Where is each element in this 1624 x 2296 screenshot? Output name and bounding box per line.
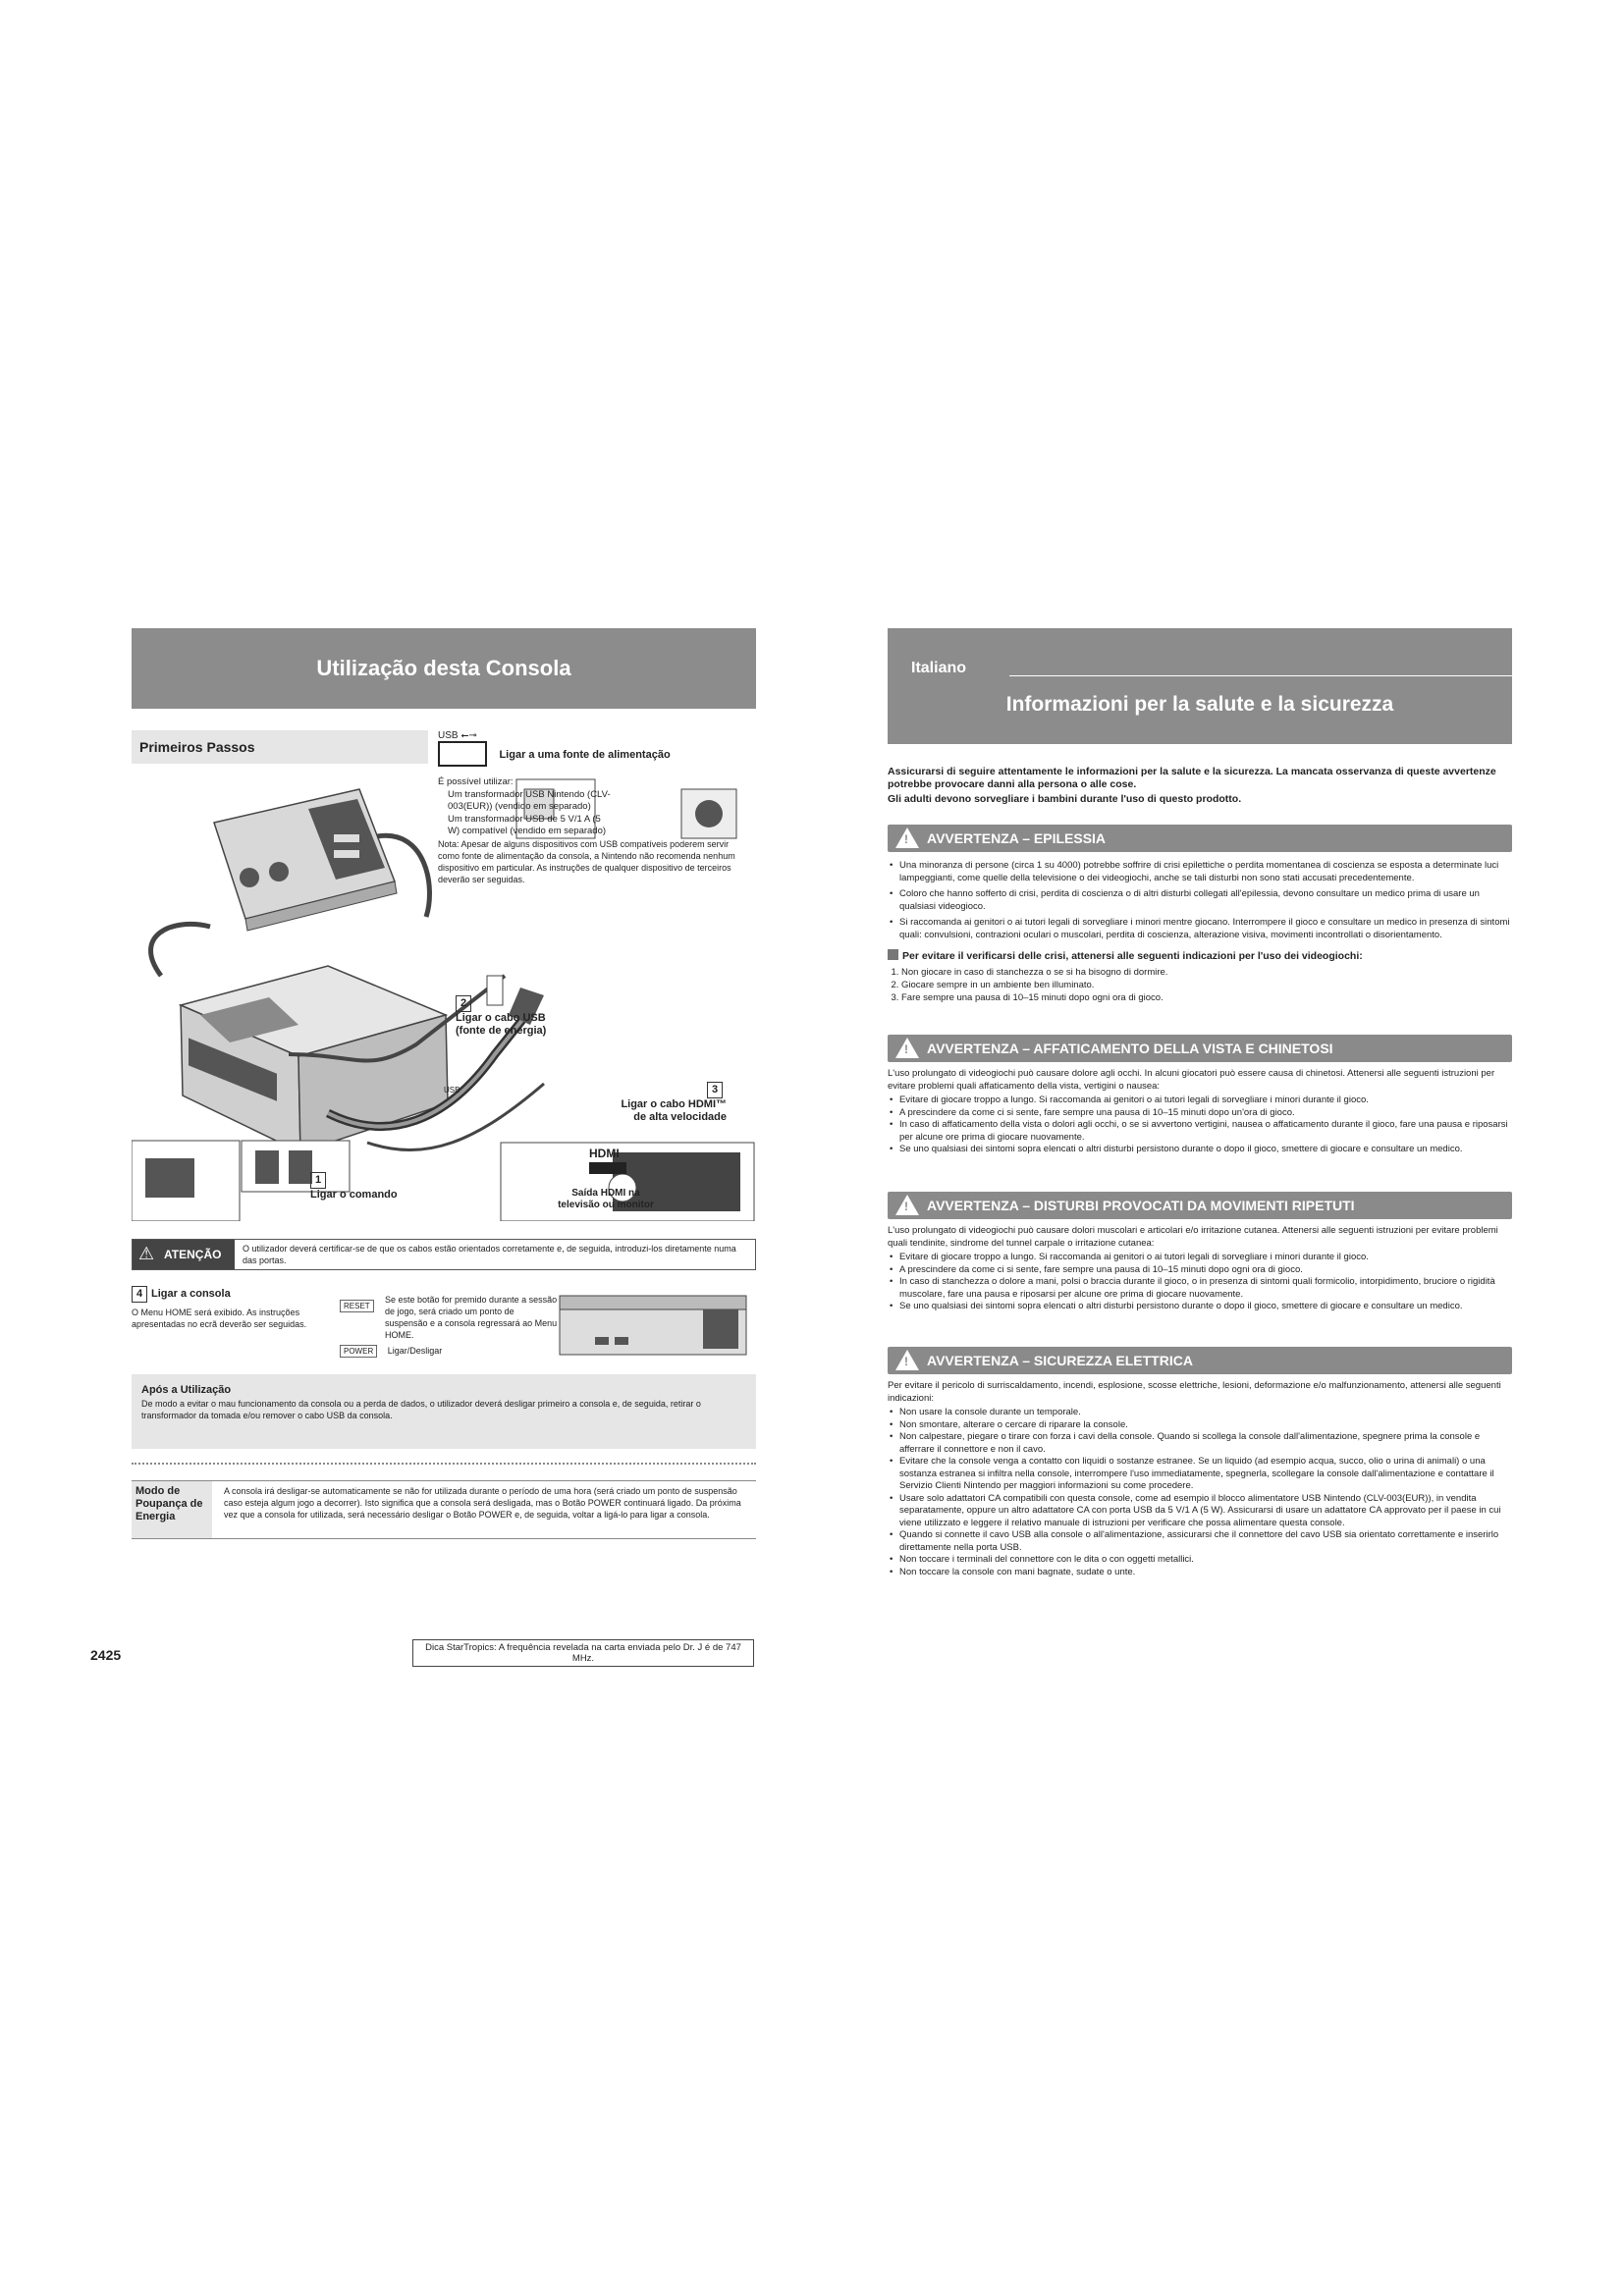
power-text: Ligar/Desligar [387, 1346, 443, 1356]
epilepsy-steps [888, 966, 1512, 1004]
list-item: 3. Fare sempre una pausa di 10–15 minuti dopo ogni ora di gioco. [901, 991, 1512, 1004]
reset-button[interactable]: RESET [340, 1300, 374, 1312]
usb-callout [438, 730, 752, 885]
eco-mode-title: Modo de Poupança de Energia [132, 1481, 212, 1538]
language-label: Italiano [911, 660, 967, 676]
step4-title [132, 1286, 328, 1303]
warning-eyestrain-title: AVVERTENZA – AFFATICAMENTO DELLA VISTA E CHINETOSI [927, 1041, 1333, 1056]
usb-note: Nota: Apesar de alguns dispositivos com USB compatíveis poderem servir como fonte de alimentação da consola, a Nintendo não recomenda nenhum dispositivo em particular. As instruções de qualquer dispositivo de terceiros deverão ser seguidas. [438, 838, 735, 884]
list-item: • Non usare la console durante un temporale. [888, 1407, 1512, 1419]
warning-eyestrain-bar [888, 1035, 1512, 1062]
warning-triangle-icon: ! [895, 1038, 919, 1058]
hdmi-label [589, 1147, 626, 1174]
list-item: • Quando si connette il cavo USB alla console o all'alimentazione, assicurarsi che il connettore del cavo USB sia orientato correttamente e inserirlo direttamente nella porta USB. [888, 1529, 1512, 1554]
primeiros-passos-title: Primeiros Passos [139, 739, 255, 755]
warning-eyestrain [888, 1035, 1512, 1156]
list-item: • Se uno qualsiasi dei sintomi sopra elencati o altri disturbi persistono durante o dopo il gioco, smettere di giocare e consultare un medico. [888, 1301, 1512, 1313]
controller-illustration [214, 789, 397, 931]
list-item: • A prescindere da come ci si sente, fare sempre una pausa di 10–15 minuti dopo un'ora di gioco. [888, 1107, 1512, 1120]
after-use-text: De modo a evitar o mau funcionamento da consola ou a perda de dados, o utilizador deverá desligar primeiro a consola e, de seguida, retirar o transformador da tomada e/ou remover o cabo USB da consola. [141, 1399, 701, 1420]
reset-row [340, 1294, 556, 1341]
intro-text-1: Assicurarsi di seguire attentamente le informazioni per la salute e la sicurezza. La mancata osservanza di queste avvertenze potrebbe provocare danni alla persona o alle cose. [888, 766, 1496, 790]
usb-text: É possível utilizar: [438, 776, 514, 787]
warning-epilepsy [888, 825, 1512, 1004]
warning-electrical-intro: Per evitare il pericolo di surriscaldamento, incendi, esplosione, scosse elettriche, lesioni, deformazione e/o malfunzionamento, attenersi alle seguenti indicazioni: [888, 1380, 1501, 1404]
list-item: 1. Non giocare in caso di stanchezza o se si ha bisogno di dormire. [901, 966, 1512, 979]
power-row [340, 1341, 556, 1359]
page-number: 2425 [90, 1647, 122, 1663]
warning-eyestrain-intro: L'uso prolungato di videogiochi può causare dolore agli occhi. In alcuni giocatori può essere causa di chinetosi. Attenersi alle seguenti istruzioni per evitare problemi quali affaticamento della vista, vertigini o nausea: [888, 1068, 1495, 1092]
hdmi-logo: HDMI [589, 1147, 620, 1160]
warning-triangle-icon: ! [895, 828, 919, 848]
step2-number: 2 [456, 995, 471, 1012]
warning-epilepsy-bar [888, 825, 1512, 852]
left-header-banner [132, 628, 756, 709]
usb-title: Ligar a uma fonte de alimentação [499, 749, 671, 762]
list-item: • Usare solo adattatori CA compatibili con questa console, come ad esempio il blocco alimentatore USB Nintendo (CLV-003(EUR)), in vendita separatamente, oppure un altro adattatore CA con porta USB da 5 V/1 A (5 W). Assicurarsi di usare un adattatore CA approvato per il paese in cui viene utilizzato e leggere il relativo manuale di istruzioni per verificare che possa alimentare questa console. [888, 1493, 1512, 1530]
step3-text: Ligar o cabo HDMI™ de alta velocidade [621, 1098, 727, 1123]
step1-text: Ligar o comando [310, 1189, 398, 1201]
step3-label [609, 1082, 727, 1124]
usb-label: USB [438, 730, 459, 741]
usb-symbol-icon: ⭠⊸ [460, 730, 477, 741]
left-header-title: Utilização desta Consola [316, 656, 571, 680]
step2-text: Ligar o cabo USB (fonte de energia) [456, 1012, 547, 1037]
tip-box: Dica StarTropics: A frequência revelada na carta enviada pelo Dr. J é de 747 MHz. [412, 1639, 754, 1667]
usb-port-label: USB [444, 1086, 460, 1095]
attention-label: ATENÇÃO [164, 1248, 222, 1261]
epilepsy-subheading-text: Per evitare il verificarsi delle crisi, attenersi alle seguenti indicazioni per l'uso dei videogiochi: [902, 950, 1363, 962]
list-item: • In caso di stanchezza o dolore a mani, polsi o braccia durante il gioco, o in presenza di sintomi quali formicolio, intorpidimento, bruciore o rigidità muscolare, fare una pausa e riposarsi per alcune ore prima di giocare nuovamente. [888, 1276, 1512, 1301]
list-item: • In caso di affaticamento della vista o dolori agli occhi, o se si avvertono vertigini, nausea o affaticamento durante il gioco, fare una pausa e riposarsi per alcune ore prima di giocare nuovamente. [888, 1119, 1512, 1144]
warning-triangle-icon: ! [895, 1350, 919, 1370]
usb-port-icon [438, 741, 487, 767]
warning-electrical [888, 1347, 1512, 1578]
warning-repetitive-list [888, 1252, 1512, 1313]
step1-label [310, 1172, 398, 1201]
after-use-title: Após a Utilização [141, 1384, 232, 1396]
intro [888, 766, 1512, 806]
step4-title-text: Ligar a consola [151, 1288, 231, 1300]
intro-text-2: Gli adulti devono sorvegliare i bambini durante l'uso di questo prodotto. [888, 793, 1242, 805]
hdmi-output-label: Saída HDMI na televisão ou monitor [558, 1188, 654, 1210]
warning-electrical-list [888, 1407, 1512, 1578]
console-front-illustration [556, 1286, 752, 1362]
reset-text: Se este botão for premido durante a sessão de jogo, será criado um ponto de suspensão e a consola regressará ao Menu HOME. [385, 1295, 558, 1340]
warning-triangle-icon: ⚠ [138, 1244, 155, 1263]
warning-triangle-icon: ! [895, 1195, 919, 1215]
step4-block [132, 1286, 328, 1330]
step4-text: O Menu HOME será exibido. As instruções apresentadas no ecrã deverão ser seguidas. [132, 1308, 307, 1329]
step1-number: 1 [310, 1172, 326, 1189]
warning-electrical-title: AVVERTENZA – SICUREZZA ELETTRICA [927, 1353, 1193, 1368]
dotted-divider [132, 1463, 756, 1465]
warning-electrical-bar [888, 1347, 1512, 1374]
power-button[interactable]: POWER [340, 1345, 377, 1358]
list-item: • Evitare di giocare troppo a lungo. Si raccomanda ai genitori o ai tutori legali di sorvegliare i minori durante il gioco. [888, 1252, 1512, 1264]
square-bullet-icon [888, 949, 898, 960]
list-item: • Non toccare la console con mani bagnate, sudate o unte. [888, 1567, 1512, 1579]
warning-repetitive-bar [888, 1192, 1512, 1219]
list-item: 2. Giocare sempre in un ambiente ben illuminato. [901, 979, 1512, 991]
usb-item-2: Um transformador USB de 5 V/1 A (5 W) compatível (vendido em separado) [448, 813, 607, 836]
right-header-title: Informazioni per la salute e la sicurezza [1005, 693, 1394, 716]
step3-number: 3 [707, 1082, 723, 1098]
usb-item-1: Um transformador USB Nintendo (CLV-003(EUR)) (vendido em separado) [448, 788, 611, 812]
right-header-banner [888, 628, 1512, 744]
warning-eyestrain-list [888, 1095, 1512, 1156]
list-item: • Non calpestare, piegare o tirare con forza i cavi della console. Quando si scollega la console dall'alimentazione, spegnere prima la console e afferrare il connettore e non il cavo. [888, 1431, 1512, 1456]
list-item: • Se uno qualsiasi dei sintomi sopra elencati o altri disturbi persistono durante o dopo il gioco, smettere di giocare e consultare un medico. [888, 1144, 1512, 1156]
list-item: • Coloro che hanno sofferto di crisi, perdita di coscienza o di altri disturbi collegati all'epilessia, devono consultare un medico prima di usare un qualsiasi videogioco. [888, 888, 1512, 913]
step2-label [456, 995, 573, 1038]
step4-number: 4 [132, 1286, 147, 1303]
list-item: • Si raccomanda ai genitori o ai tutori legali di sorvegliare i minori mentre giocano. Interrompere il gioco e consultare un medico in presenza di sintomi quali: convulsioni, contrazioni oculari o muscolari, perdita di coscienza, alterazione visiva, movimenti incontrollati o disorientamento. [888, 917, 1512, 941]
after-use-box [132, 1374, 756, 1449]
list-item: • A prescindere da come ci si sente, fare sempre una pausa di 10–15 minuti dopo ogni ora di gioco. [888, 1264, 1512, 1277]
usb-port-label-top [438, 730, 752, 741]
attention-badge [133, 1240, 235, 1269]
epilepsy-subheading [888, 949, 1512, 962]
list-item: • Evitare di giocare troppo a lungo. Si raccomanda ai genitori o ai tutori legali di sorvegliare i minori durante il gioco. [888, 1095, 1512, 1107]
warning-repetitive-intro: L'uso prolungato di videogiochi può causare dolori muscolari e articolari e/o irritazione cutanea. Attenersi alle seguenti istruzioni per evitare problemi quali tendinite, sindrome del tunnel carpale o irritazione cutanea: [888, 1225, 1498, 1249]
list-item: • Evitare che la console venga a contatto con liquidi o sostanze estranee. Se un liquido (ad esempio acqua, succo, olio o urina di animali) o una sostanza estranea si infiltra nella console, interrompere l'uso immediatamente, spegnerla, scollegare la console dall'alimentazione e contattare il Servizio Clienti Nintendo per maggiori informazioni su come procedere. [888, 1456, 1512, 1493]
warning-repetitive-title: AVVERTENZA – DISTURBI PROVOCATI DA MOVIMENTI RIPETUTI [927, 1198, 1355, 1213]
warning-epilepsy-list [888, 860, 1512, 941]
attention-text: O utilizador deverá certificar-se de que os cabos estão orientados corretamente e, de seguida, introduzi-los diretamente numa das portas. [243, 1244, 736, 1265]
attention-box [132, 1239, 756, 1270]
eco-mode-box [132, 1480, 756, 1539]
language-rule [1009, 675, 1512, 676]
eco-mode-text: A consola irá desligar-se automaticamente se não for utilizada durante o período de uma hora (será criado um ponto de suspensão caso esteja algum jogo a decorrer). Isto significa que a consola será desligada, mas o Botão POWER continuará ligado. Da próxima vez que a consola for utilizada, será necessário desligar o Botão POWER e, de seguida, voltar a ligá-lo para ligar a consola. [224, 1486, 741, 1520]
warning-epilepsy-title: AVVERTENZA – EPILESSIA [927, 830, 1107, 846]
warning-repetitive [888, 1192, 1512, 1313]
list-item: • Una minoranza di persone (circa 1 su 4000) potrebbe soffrire di crisi epilettiche o perdita momentanea di coscienza se esposta a determinate luci lampeggianti, come quelle della televisione o dei videogiochi, anche se tali disturbi non sono stati accusati precedentemente. [888, 860, 1512, 884]
hdmi-port-icon [589, 1162, 626, 1174]
list-item: • Non smontare, alterare o cercare di riparare la console. [888, 1419, 1512, 1432]
list-item: • Non toccare i terminali del connettore con le dita o con oggetti metallici. [888, 1554, 1512, 1567]
